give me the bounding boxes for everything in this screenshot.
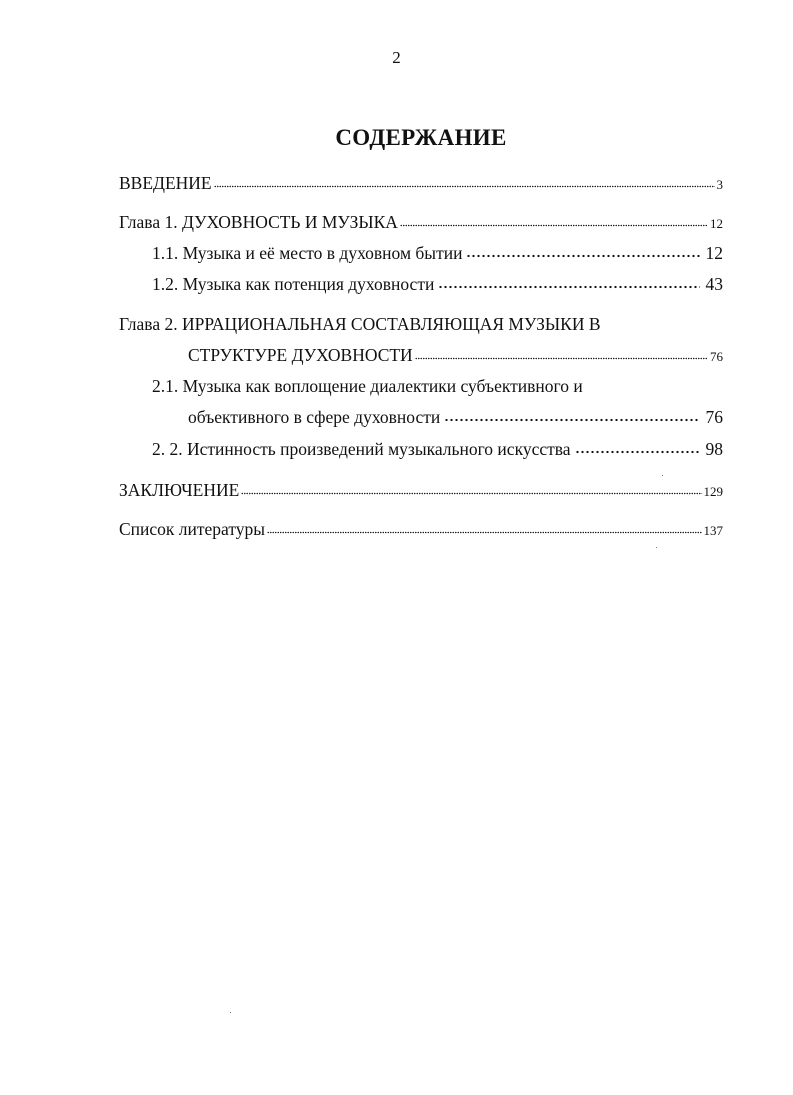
dot-leader bbox=[466, 253, 699, 259]
toc-entry-page: 98 bbox=[705, 439, 723, 459]
dot-leader bbox=[241, 490, 701, 496]
toc-entry-section-2-1-line-1[interactable] bbox=[152, 375, 723, 397]
toc-entry-page: 129 bbox=[703, 484, 723, 499]
toc-entry-section-1-1[interactable] bbox=[152, 242, 723, 264]
dot-leader bbox=[438, 284, 699, 290]
dot-leader bbox=[214, 183, 715, 189]
toc-entry-chapter-1[interactable] bbox=[119, 211, 723, 235]
toc-entry-label: объективного в сфере духовности bbox=[188, 407, 441, 427]
toc-entry-page: 76 bbox=[710, 349, 723, 364]
toc-entry-label: 2. 2. Истинность произведений музыкального искусства bbox=[152, 439, 571, 459]
toc-entry-section-2-2[interactable] bbox=[152, 438, 723, 460]
toc-entry-page: 3 bbox=[716, 177, 723, 192]
dot-leader bbox=[444, 417, 699, 423]
toc-entry-chapter-2-line-2[interactable] bbox=[188, 344, 723, 368]
dot-leader bbox=[575, 449, 700, 455]
dot-leader bbox=[415, 355, 708, 361]
toc-entry-references[interactable] bbox=[119, 518, 723, 542]
toc-entry-page: 76 bbox=[705, 407, 723, 427]
toc-entry-label: 1.2. Музыка как потенция духовности bbox=[152, 274, 435, 294]
scan-speck bbox=[230, 1012, 231, 1013]
toc-entry-page: 12 bbox=[710, 216, 723, 231]
toc-entry-label: Глава 2. ИРРАЦИОНАЛЬНАЯ СОСТАВЛЯЮЩАЯ МУЗЫКИ В bbox=[119, 314, 601, 334]
toc-entry-page: 137 bbox=[703, 523, 723, 538]
toc-entry-label: ВВЕДЕНИЕ bbox=[119, 173, 212, 193]
page-number: 2 bbox=[392, 48, 401, 67]
toc-entry-page: 12 bbox=[705, 243, 723, 263]
page-title: СОДЕРЖАНИЕ bbox=[335, 125, 507, 150]
toc-entry-chapter-2-line-1[interactable] bbox=[119, 313, 723, 335]
toc-entry-page: 43 bbox=[705, 274, 723, 294]
toc-entry-label: ЗАКЛЮЧЕНИЕ bbox=[119, 480, 240, 500]
toc-entry-label: 1.1. Музыка и её место в духовном бытии bbox=[152, 243, 463, 263]
toc-entry-label: 2.1. Музыка как воплощение диалектики субъективного и bbox=[152, 376, 583, 396]
toc-entry-label: СТРУКТУРЕ ДУХОВНОСТИ bbox=[188, 345, 413, 365]
toc-entry-conclusion[interactable] bbox=[119, 479, 723, 503]
toc-entry-introduction[interactable] bbox=[119, 172, 723, 196]
scan-speck bbox=[656, 547, 657, 548]
toc-entry-label: Глава 1. ДУХОВНОСТЬ И МУЗЫКА bbox=[119, 212, 398, 232]
toc-entry-section-2-1-line-2[interactable] bbox=[188, 406, 723, 428]
toc-entry-section-1-2[interactable] bbox=[152, 273, 723, 295]
scan-speck bbox=[662, 475, 663, 476]
toc-entry-label: Список литературы bbox=[119, 519, 266, 539]
dot-leader bbox=[400, 222, 708, 228]
dot-leader bbox=[267, 529, 701, 535]
